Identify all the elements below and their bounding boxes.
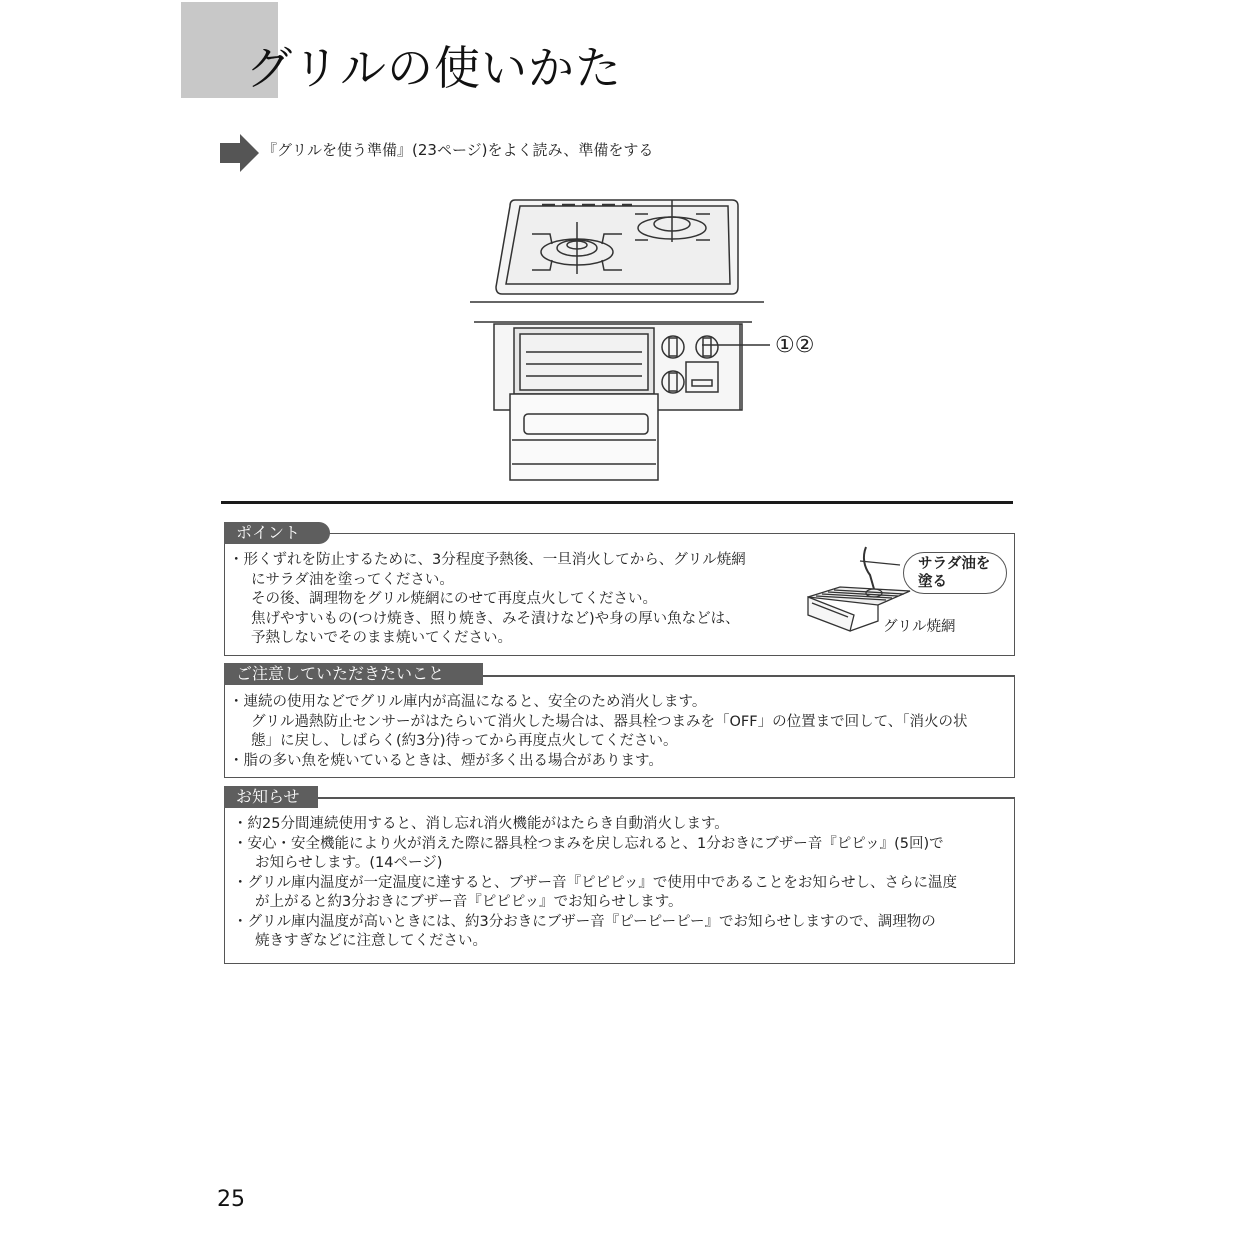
- point-line: ・ 形くずれを防止するために、3分程度予熱後、一旦消火してから、グリル焼網: [229, 551, 746, 571]
- oil-callout: [903, 552, 1007, 594]
- notice-line: 焼きすぎなどに注意してください。: [255, 933, 487, 949]
- knob-number-labels: ①②: [775, 333, 815, 358]
- notice-line: ・ 安心・安全機能により火が消えた際に器具栓つまみを戻し忘れると、1分おきにブザー音『ピピッ』(5回)で: [233, 835, 957, 855]
- caution-line: グリル過熱防止センサーがはたらいて消火した場合は、器具栓つまみを「OFF」の位置まで回して、「消火の状: [251, 713, 968, 730]
- stove-illustration: [470, 192, 770, 487]
- notice-line: ・ グリル庫内温度が高いときには、約3分おきにブザー音『ピーピーピー』でお知らせしますので、調理物の: [233, 913, 957, 933]
- oil-callout-line: サラダ油を: [918, 556, 991, 572]
- page-title: グリルの使いかた: [246, 41, 622, 95]
- point-tag: ポイント: [224, 522, 330, 544]
- preparation-instruction: 『グリルを使う準備』(23ページ)をよく読み、準備をする: [262, 141, 654, 159]
- grill-rack-label: グリル焼網: [883, 619, 956, 635]
- notice-line: ・ 約25分間連続使用すると、消し忘れ消火機能がはたらき自動消火します。: [233, 815, 957, 835]
- point-text: [229, 551, 746, 649]
- caution-tag: ご注意していただきたいこと: [224, 663, 483, 685]
- notice-text: [233, 815, 957, 952]
- point-line: にサラダ油を塗ってください。: [251, 571, 454, 588]
- caution-line: ・ 脂の多い魚を焼いているときは、煙が多く出る場合があります。: [229, 752, 968, 772]
- notice-tag-line: [318, 797, 1015, 799]
- caution-text: [229, 693, 968, 771]
- oil-callout-line: 塗る: [918, 574, 947, 590]
- point-line: 予熱しないでそのまま焼いてください。: [251, 630, 512, 646]
- notice-line: が上がると約3分おきにブザー音『ピピピッ』でお知らせします。: [255, 894, 683, 910]
- point-line: その後、調理物をグリル焼網にのせて再度点火してください。: [251, 591, 657, 607]
- notice-line: ・ グリル庫内温度が一定温度に達すると、ブザー音『ピピピッ』で使用中であることをお知らせし、さらに温度: [233, 874, 957, 894]
- arrow-right-icon: [220, 134, 260, 172]
- caution-tag-line: [483, 675, 1015, 677]
- section-divider: [221, 501, 1013, 504]
- caution-line: ・ 連続の使用などでグリル庫内が高温になると、安全のため消火します。: [229, 693, 968, 713]
- page-number: 25: [217, 1187, 245, 1212]
- caution-line: 態」に戻し、しばらく(約3分)待ってから再度点火してください。: [251, 733, 678, 749]
- notice-tag: お知らせ: [224, 786, 318, 808]
- point-line: 焦げやすいもの(つけ焼き、照り焼き、みそ漬けなど)や身の厚い魚などは、: [251, 610, 740, 627]
- notice-line: お知らせします。(14ページ): [255, 855, 443, 871]
